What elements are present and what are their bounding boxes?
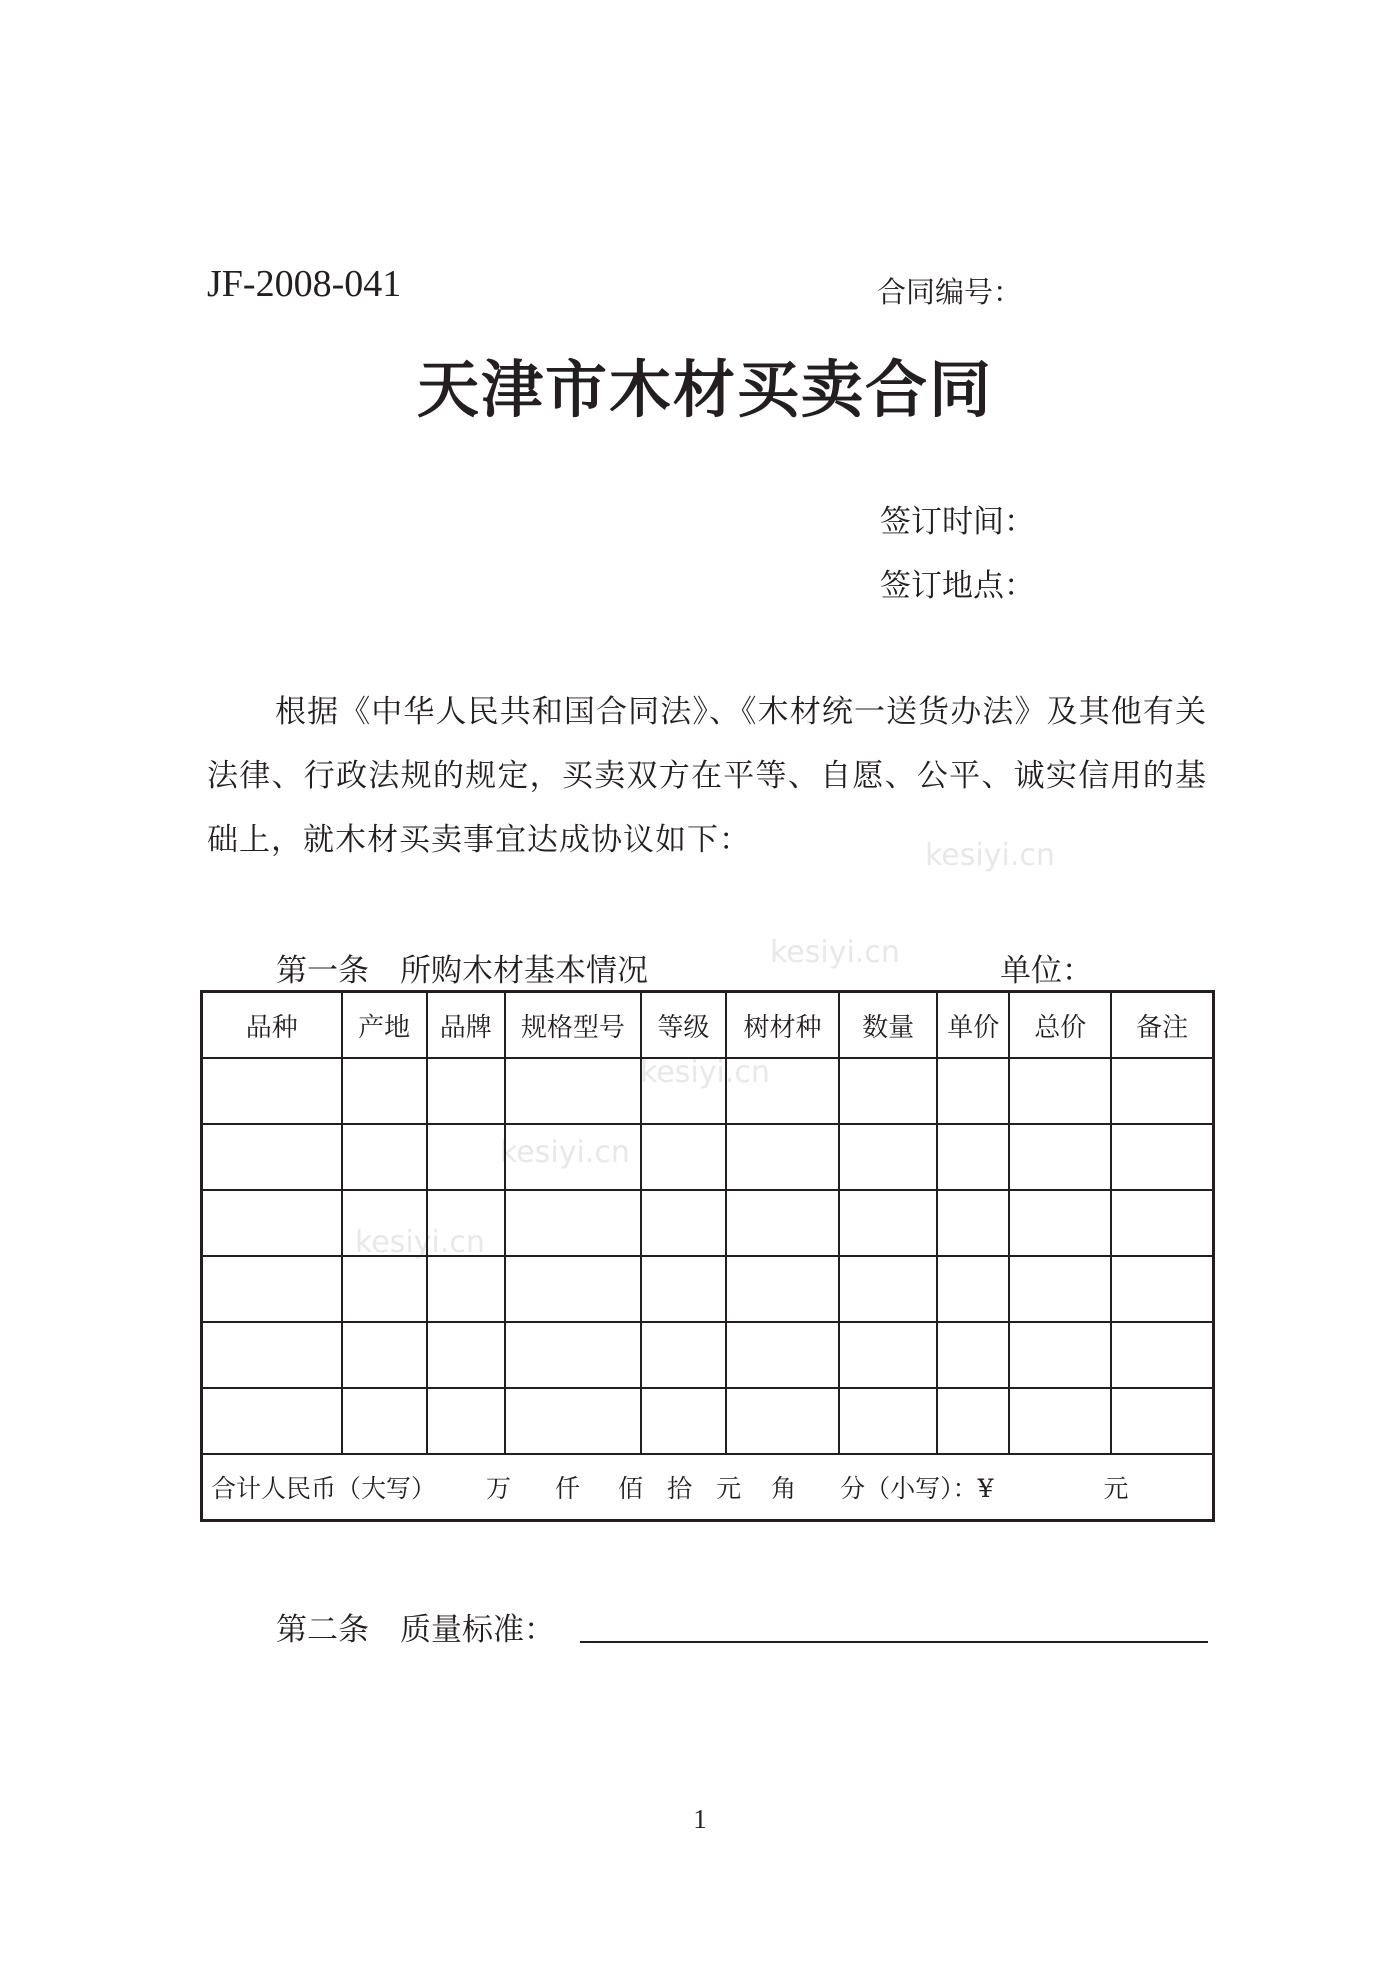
col-total-price: 总价 <box>1009 992 1111 1059</box>
table-cell[interactable] <box>937 1322 1009 1388</box>
unit-label: 单位： <box>1000 953 1093 989</box>
watermark: kesiyi.cn <box>770 935 900 970</box>
watermark: kesiyi.cn <box>500 1135 630 1170</box>
col-spec: 规格型号 <box>505 992 641 1059</box>
table-cell[interactable] <box>1009 1388 1111 1454</box>
table-cell[interactable] <box>641 1388 726 1454</box>
table-row <box>202 1388 1214 1454</box>
table-cell[interactable] <box>1009 1190 1111 1256</box>
col-variety: 品种 <box>202 992 342 1059</box>
timber-table <box>200 990 1215 1522</box>
watermark: kesiyi.cn <box>355 1225 485 1260</box>
article1-heading: 第一条 所购木材基本情况 <box>276 953 648 989</box>
signing-place-label: 签订地点： <box>880 568 1035 604</box>
table-cell[interactable] <box>342 1058 427 1124</box>
table-cell[interactable] <box>505 1124 641 1190</box>
table-cell[interactable] <box>641 1058 726 1124</box>
table-cell[interactable] <box>937 1124 1009 1190</box>
col-brand: 品牌 <box>427 992 505 1059</box>
table-cell[interactable] <box>839 1256 937 1322</box>
watermark: kesiyi.cn <box>640 1055 770 1090</box>
table-cell[interactable] <box>839 1388 937 1454</box>
table-cell[interactable] <box>427 1124 505 1190</box>
total-unit-qian: 仟 <box>555 1474 581 1503</box>
table-row <box>202 1322 1214 1388</box>
table-cell[interactable] <box>1111 1124 1213 1190</box>
table-cell[interactable] <box>1111 1190 1213 1256</box>
table-cell[interactable] <box>202 1190 342 1256</box>
table-cell[interactable] <box>505 1388 641 1454</box>
page-number: 1 <box>693 1804 707 1834</box>
table-cell[interactable] <box>1009 1256 1111 1322</box>
table-cell[interactable] <box>505 1256 641 1322</box>
total-row <box>202 1454 1214 1521</box>
table-cell[interactable] <box>427 1058 505 1124</box>
table-cell[interactable] <box>427 1256 505 1322</box>
table-row <box>202 1124 1214 1190</box>
table-cell[interactable] <box>641 1190 726 1256</box>
table-cell[interactable] <box>342 1256 427 1322</box>
intro-paragraph: 根据《中华人民共和国合同法》、《木材统一送货办法》及其他有关法律、行政法规的规定，买卖双方在平等、自愿、公平、诚实信用的基础上，就木材买卖事宜达成协议如下： <box>207 694 1207 858</box>
table-cell[interactable] <box>427 1322 505 1388</box>
total-unit-bai: 佰 <box>618 1474 644 1503</box>
total-unit-jiao: 角 <box>771 1474 797 1503</box>
table-cell[interactable] <box>937 1190 1009 1256</box>
article2-heading: 第二条 质量标准： <box>276 1612 555 1648</box>
table-cell[interactable] <box>641 1124 726 1190</box>
total-unit-wan: 万 <box>486 1474 512 1503</box>
total-unit-shi: 拾 <box>667 1474 693 1503</box>
table-cell[interactable] <box>726 1190 839 1256</box>
table-cell[interactable] <box>839 1058 937 1124</box>
table-cell[interactable] <box>342 1190 427 1256</box>
page-title: 天津市木材买卖合同 <box>416 353 993 426</box>
table-cell[interactable] <box>641 1322 726 1388</box>
table-cell[interactable] <box>839 1124 937 1190</box>
table-cell[interactable] <box>202 1388 342 1454</box>
total-cell[interactable] <box>202 1454 1214 1521</box>
table-row <box>202 1190 1214 1256</box>
table-cell[interactable] <box>937 1256 1009 1322</box>
col-unit-price: 单价 <box>937 992 1009 1059</box>
table-cell[interactable] <box>427 1388 505 1454</box>
total-label: 合计人民币（大写） <box>211 1474 437 1503</box>
table-cell[interactable] <box>427 1190 505 1256</box>
table-cell[interactable] <box>726 1256 839 1322</box>
document-code: JF-2008-041 <box>207 263 402 305</box>
table-cell[interactable] <box>1111 1058 1213 1124</box>
table-cell[interactable] <box>1111 1256 1213 1322</box>
total-unit-yuan: 元 <box>716 1474 742 1503</box>
table-cell[interactable] <box>641 1256 726 1322</box>
table-cell[interactable] <box>202 1322 342 1388</box>
table-cell[interactable] <box>342 1322 427 1388</box>
table-cell[interactable] <box>1111 1322 1213 1388</box>
table-cell[interactable] <box>1009 1124 1111 1190</box>
quality-standard-blank[interactable] <box>580 1641 1208 1643</box>
table-cell[interactable] <box>1111 1388 1213 1454</box>
table-cell[interactable] <box>505 1190 641 1256</box>
table-cell[interactable] <box>726 1388 839 1454</box>
table-row <box>202 1256 1214 1322</box>
table-cell[interactable] <box>839 1322 937 1388</box>
table-cell[interactable] <box>726 1124 839 1190</box>
table-cell[interactable] <box>202 1058 342 1124</box>
total-unit-yuan-small: 元 <box>1103 1474 1129 1503</box>
col-species: 树材种 <box>726 992 839 1059</box>
table-cell[interactable] <box>1009 1322 1111 1388</box>
table-cell[interactable] <box>505 1322 641 1388</box>
table-cell[interactable] <box>202 1256 342 1322</box>
table-cell[interactable] <box>726 1322 839 1388</box>
table-cell[interactable] <box>342 1388 427 1454</box>
watermark: kesiyi.cn <box>925 838 1055 873</box>
col-remarks: 备注 <box>1111 992 1213 1059</box>
table-cell[interactable] <box>505 1058 641 1124</box>
total-unit-fen-small: 分（小写）：¥ <box>840 1474 994 1503</box>
contract-number-label: 合同编号： <box>877 275 1023 309</box>
col-quantity: 数量 <box>839 992 937 1059</box>
col-origin: 产地 <box>342 992 427 1059</box>
table-cell[interactable] <box>342 1124 427 1190</box>
table-cell[interactable] <box>937 1388 1009 1454</box>
table-cell[interactable] <box>202 1124 342 1190</box>
signing-time-label: 签订时间： <box>880 504 1035 540</box>
table-cell[interactable] <box>1009 1058 1111 1124</box>
table-header-row <box>202 992 1214 1059</box>
table-row <box>202 1058 1214 1124</box>
col-grade: 等级 <box>641 992 726 1059</box>
table-cell[interactable] <box>726 1058 839 1124</box>
table-cell[interactable] <box>839 1190 937 1256</box>
table-cell[interactable] <box>937 1058 1009 1124</box>
